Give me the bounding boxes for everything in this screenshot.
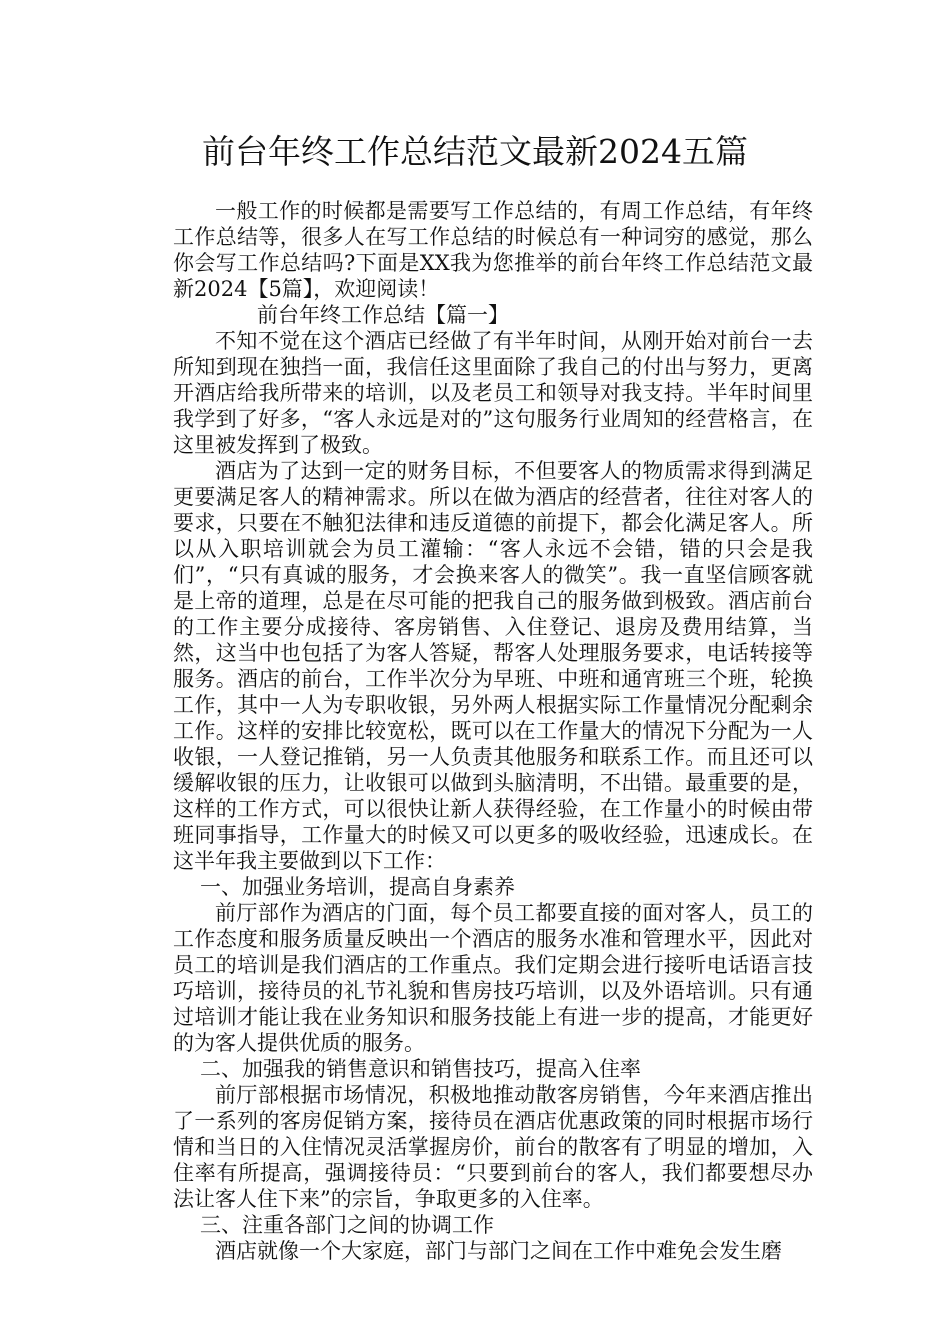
section-subtitle: 前台年终工作总结【篇一】: [257, 303, 509, 327]
section-heading: 三、注重各部门之间的协调工作: [200, 1213, 494, 1237]
body-paragraph: 酒店为了达到一定的财务目标，不但要客人的物质需求得到满足更要满足客人的精神需求。所以在做为酒店的经营者，往往对客人的要求，只要在不触犯法律和违反道德的前提下，都会化满足客人。所以从入职培训就会为员工灌输：“客人永远不会错，错的只会是我们”，“只有真诚的服务，才会换来客人的微笑”。我一直坚信顾客就是上帝的道理，总是在尽可能的把我自己的服务做到极致。酒店前台的工作主要分成接待、客房销售、入住登记、退房及费用结算，当然，这当中也包括了为客人答疑，帮客人处理服务要求，电话转接等服务。酒店的前台，工作半次分为早班、中班和通宵班三个班，轮换工作，其中一人为专职收银，另外两人根据实际工作量情况分配剩余工作。这样的安排比较宽松，既可以在工作量大的情况下分配为一人收银，一人登记推销，另一人负责其他服务和联系工作。而且还可以缓解收银的压力，让收银可以做到头脑清明，不出错。最重要的是，这样的工作方式，可以很快让新人获得经验，在工作量小的时候由带班同事指导，工作量大的时候又可以更多的吸收经验，迅速成长。在这半年我主要做到以下工作：: [173, 459, 813, 873]
body-paragraph: 前厅部根据市场情况，积极地推动散客房销售，今年来酒店推出了一系列的客房促销方案，接待员在酒店优惠政策的同时根据市场行情和当日的入住情况灵活掌握房价，前台的散客有了明显的增加，入住率有所提高，强调接待员：“只要到前台的客人，我们都要想尽办法让客人住下来”的宗旨，争取更多的入住率。: [173, 1083, 813, 1211]
document-title: 前台年终工作总结范文最新2024五篇: [202, 132, 748, 171]
document-body: [173, 198, 813, 1264]
body-paragraph: 不知不觉在这个酒店已经做了有半年时间，从刚开始对前台一去所知到现在独挡一面，我信任这里面除了我自己的付出与努力，更离开酒店给我所带来的培训，以及老员工和领导对我支持。半年时间里我学到了好多，“客人永远是对的”这句服务行业周知的经营格言，在这里被发挥到了极致。: [173, 329, 813, 457]
section-heading: 二、加强我的销售意识和销售技巧，提高入住率: [200, 1057, 641, 1081]
body-paragraph: 酒店就像一个大家庭，部门与部门之间在工作中难免会发生磨: [215, 1239, 782, 1263]
intro-paragraph: 一般工作的时候都是需要写工作总结的，有周工作总结，有年终工作总结等，很多人在写工作总结的时候总有一种词穷的感觉，那么你会写工作总结吗?下面是XX我为您推举的前台年终工作总结范文最新2024【5篇】，欢迎阅读！: [173, 199, 813, 301]
body-paragraph: 前厅部作为酒店的门面，每个员工都要直接的面对客人，员工的工作态度和服务质量反映出一个酒店的服务水准和管理水平，因此对员工的培训是我们酒店的工作重点。我们定期会进行接听电话语言技巧培训，接待员的礼节礼貌和售房技巧培训，以及外语培训。只有通过培训才能让我在业务知识和服务技能上有进一步的提高，才能更好的为客人提供优质的服务。: [173, 901, 813, 1055]
section-heading: 一、加强业务培训，提高自身素养: [200, 875, 515, 899]
